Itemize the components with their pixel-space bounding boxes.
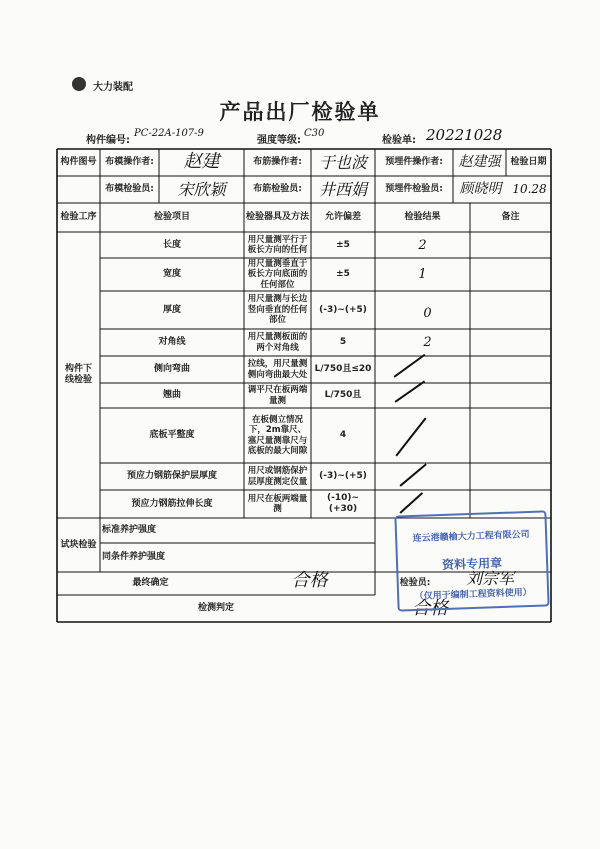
inspector-label: 检验员: bbox=[399, 578, 431, 588]
row-result bbox=[375, 356, 470, 383]
row-tool: 拉线，用尺量测侧向弯曲最大处 bbox=[247, 359, 308, 380]
stamp-title: 资料专用章 bbox=[441, 555, 503, 573]
row-item: 对角线 bbox=[158, 337, 186, 347]
sheet-label: 检验单: bbox=[382, 135, 416, 146]
row-tool: 用尺量测平行于板长方向的任何 bbox=[247, 234, 308, 255]
inspector-sign: 刘宗军 bbox=[465, 568, 514, 588]
row-result: 1 bbox=[418, 267, 427, 282]
judge-value: 合格 bbox=[412, 597, 448, 619]
trial-label: 试块检验 bbox=[60, 539, 97, 550]
stamp-company: 连云港赣榆大力工程有限公司 bbox=[412, 529, 530, 545]
row-item: 预应力钢筋保护层厚度 bbox=[126, 471, 217, 481]
strength-value: C30 bbox=[304, 128, 325, 139]
row-tool: 用尺或钢筋保护层厚度测定仪量 bbox=[247, 466, 308, 487]
form-inspector-value: 宋欣颖 bbox=[177, 180, 226, 199]
group-label: 构件下线检验 bbox=[64, 364, 92, 385]
row-item: 预应力钢筋拉伸长度 bbox=[131, 498, 213, 509]
row-result bbox=[375, 383, 470, 408]
company-name: 大力装配 bbox=[93, 82, 133, 93]
company-seal-stamp bbox=[394, 510, 549, 611]
inspection-date-label: 检验日期 bbox=[510, 157, 547, 167]
final-label: 最终确定 bbox=[132, 578, 169, 588]
embed-operator-value: 赵建强 bbox=[458, 154, 501, 170]
row-tolerance: (-3)~(+5) bbox=[319, 304, 367, 315]
rebar-operator-value: 于也波 bbox=[318, 153, 367, 172]
row-result: 2 bbox=[418, 237, 427, 253]
row-tool: 用尺在板两端量测 bbox=[247, 493, 308, 514]
row-item: 宽度 bbox=[162, 269, 181, 279]
row-tolerance: L/750且≤20 bbox=[314, 364, 372, 374]
row-item: 厚度 bbox=[162, 304, 181, 315]
judge-label: 检测判定 bbox=[197, 603, 234, 613]
inspection-date-value: 10.28 bbox=[512, 182, 547, 196]
row-result: 0 bbox=[423, 305, 432, 321]
col-process: 检验工序 bbox=[60, 212, 97, 222]
row-item: 侧向弯曲 bbox=[153, 364, 190, 374]
form-operator-value: 赵建 bbox=[183, 151, 220, 172]
col-remark: 备注 bbox=[501, 212, 520, 222]
row-tolerance: ±5 bbox=[336, 269, 350, 279]
row-tolerance: ±5 bbox=[336, 239, 350, 250]
row-tolerance: (-3)~(+5) bbox=[319, 471, 367, 481]
row-tool: 在板侧立情况下，2m靠尺、塞尺量测靠尺与底板的最大间隙 bbox=[247, 414, 308, 456]
embed-operator-label: 预埋件操作者: bbox=[385, 157, 443, 167]
row-tool: 用尺量测与长边竖向垂直的任何部位 bbox=[247, 294, 308, 326]
embed-inspector-value: 顾晓明 bbox=[459, 181, 502, 197]
row-tool: 用尺量测板面的两个对角线 bbox=[247, 332, 308, 353]
rebar-operator-label: 布筋操作者: bbox=[253, 157, 302, 167]
row-item: 翘曲 bbox=[162, 390, 181, 400]
component-no-label: 构件编号: bbox=[86, 135, 130, 146]
std-cure-label: 标准养护强度 bbox=[102, 525, 157, 535]
form-title: 产品出厂检验单 bbox=[219, 100, 381, 124]
row-item: 长度 bbox=[162, 239, 181, 250]
component-no-value: PC-22A-107-9 bbox=[134, 128, 204, 139]
col-tool: 检验器具及方法 bbox=[246, 212, 310, 222]
rebar-inspector-label: 布筋检验员: bbox=[253, 184, 302, 194]
row-tool: 调平尺在板两端量测 bbox=[247, 385, 308, 406]
stamp-note: （仅用于编制工程资料使用） bbox=[414, 587, 532, 603]
row-result: 2 bbox=[423, 335, 432, 350]
form-inspector-label: 布模检验员: bbox=[105, 184, 154, 194]
row-item: 底板平整度 bbox=[149, 430, 195, 440]
row-tool: 用尺量测垂直于板长方向底面的任何部位 bbox=[247, 258, 308, 290]
row-tolerance: L/750且 bbox=[324, 390, 362, 400]
drawing-no-label: 构件图号 bbox=[60, 157, 97, 167]
col-tolerance: 允许偏差 bbox=[324, 212, 361, 222]
row-tolerance: (-10)~(+30) bbox=[326, 493, 360, 514]
col-item: 检验项目 bbox=[153, 212, 190, 222]
strength-label: 强度等级: bbox=[257, 135, 301, 146]
row-tolerance: 5 bbox=[339, 337, 347, 347]
rebar-inspector-value: 井西娟 bbox=[318, 180, 367, 199]
col-result: 检验结果 bbox=[404, 212, 441, 222]
sheet-value: 20221028 bbox=[426, 126, 503, 144]
row-tolerance: 4 bbox=[339, 430, 347, 440]
row-result bbox=[375, 408, 470, 463]
form-operator-label: 布模操作者: bbox=[105, 157, 154, 167]
same-cure-label: 同条件养护强度 bbox=[102, 552, 166, 562]
embed-inspector-label: 预埋件检验员: bbox=[385, 184, 443, 194]
final-value: 合格 bbox=[291, 570, 328, 591]
